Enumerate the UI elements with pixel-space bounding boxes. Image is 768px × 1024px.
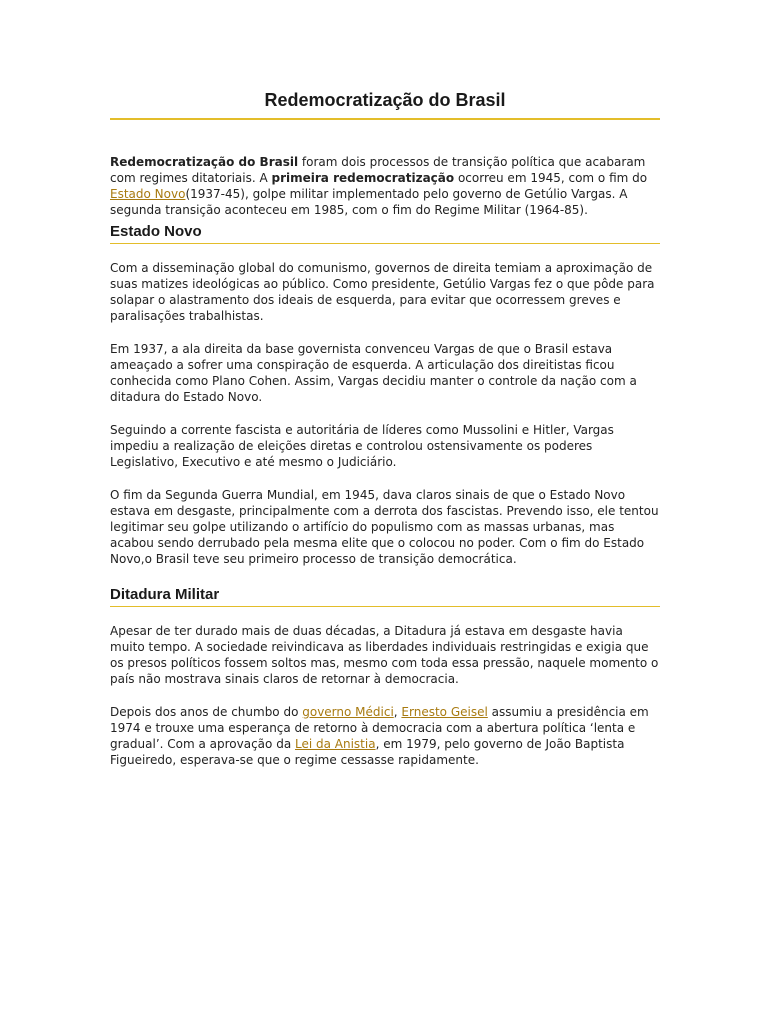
paragraph-text: assumiu a presidência em 1974 e trouxe uma esperança de retorno à democracia com a abertura política ‘lenta e gradual’. Com a aprovação da bbox=[110, 705, 649, 751]
body-paragraph: Seguindo a corrente fascista e autoritária de líderes como Mussolini e Hitler, Vargas impediu a realização de eleições diretas e controlou ostensivamente os poderes Legislativo, Executivo e até mesmo o Judiciário. bbox=[110, 423, 614, 469]
intro-paragraph bbox=[110, 154, 660, 218]
intro-text: ocorreu em 1945, com o fim do bbox=[454, 171, 648, 185]
estado-novo-link[interactable]: Estado Novo bbox=[110, 187, 186, 201]
paragraph-text: , em 1979, pelo governo de João Baptista Figueiredo, esperava-se que o regime cessasse rapidamente. bbox=[110, 737, 625, 767]
intro-text: foram dois processos de transição política que acabaram com regimes ditatoriais. A bbox=[110, 155, 646, 185]
body-paragraph: O fim da Segunda Guerra Mundial, em 1945, dava claros sinais de que o Estado Novo estava em desgaste, principalmente com a derrota dos fascistas. Prevendo isso, ele tentou legitimar seu golpe utilizando o artifício do populismo com as massas urbanas, mas acabou sendo derrubado pela mesma elite que o colocou no poder. Com o fim do Estado Novo,o Brasil teve seu primeiro processo de transição democrática. bbox=[110, 488, 659, 566]
body-paragraph bbox=[110, 704, 660, 768]
body-paragraph: Em 1937, a ala direita da base governista convenceu Vargas de que o Brasil estava ameaçado a sofrer uma conspiração de esquerda. A articulação dos direitistas ficou conhecida como Plano Cohen. Assim, Vargas decidiu manter o controle da nação com a ditadura do Estado Novo. bbox=[110, 342, 637, 404]
document-page bbox=[110, 88, 660, 768]
body-paragraph: Com a disseminação global do comunismo, governos de direita temiam a aproximação de suas matizes ideológicas ao público. Como presidente, Getúlio Vargas fez o que pôde para solapar o alastramento dos ideais de esquerda, para evitar que ocorressem greves e paralisações trabalhistas. bbox=[110, 261, 655, 323]
paragraph-text: Depois dos anos de chumbo do bbox=[110, 705, 303, 719]
ernesto-geisel-link[interactable]: Ernesto Geisel bbox=[401, 705, 488, 719]
page-title: Redemocratização do Brasil bbox=[110, 88, 660, 120]
intro-bold-term: Redemocratização do Brasil bbox=[110, 155, 299, 169]
body-paragraph: Apesar de ter durado mais de duas décadas, a Ditadura já estava em desgaste havia muito tempo. A sociedade reivindicava as liberdades individuais restringidas e exigia que os presos políticos fossem soltos mas, mesmo com toda essa pressão, naquele momento o país não mostrava sinais claros de retornar à democracia. bbox=[110, 624, 659, 686]
lei-da-anistia-link[interactable]: Lei da Anistia bbox=[294, 737, 376, 751]
governo-medici-link[interactable]: governo Médici bbox=[302, 705, 394, 719]
section-heading-ditadura-militar: Ditadura Militar bbox=[110, 585, 660, 607]
paragraph-text: , bbox=[393, 705, 402, 719]
section-heading-estado-novo: Estado Novo bbox=[110, 222, 660, 244]
intro-text: (1937-45), golpe militar implementado pelo governo de Getúlio Vargas. A segunda transição aconteceu em 1985, com o fim do Regime Militar (1964-85). bbox=[110, 187, 628, 217]
intro-bold-term: primeira redemocratização bbox=[271, 171, 455, 185]
